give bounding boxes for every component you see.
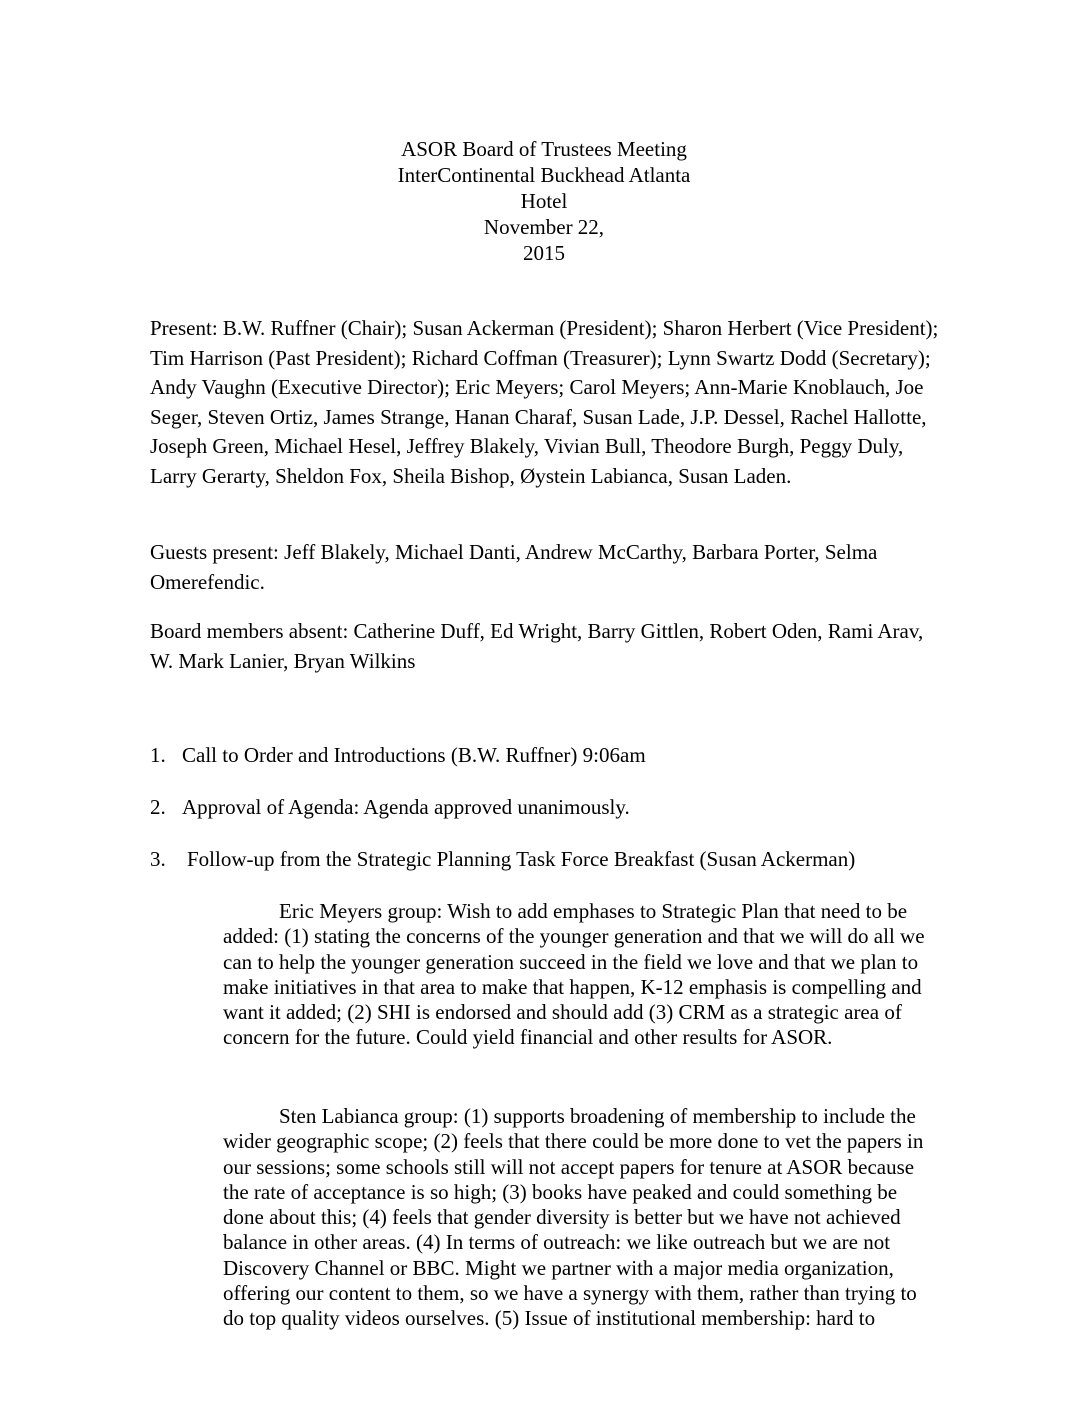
eric-meyers-group-text: Eric Meyers group: Wish to add emphases to Strategic Plan that need to be added: (1) stating the concerns of the younger generation and that we will do all we can to help the younger generation succeed in the field we love and that we plan to make initiatives in that area to make that happen, K-12 emphasis is compelling and want it added; (2) SHI is endorsed and should add (3) CRM as a strategic area of concern for the future. Could yield financial and other results for ASOR. — [223, 899, 925, 1050]
agenda-item-number: 2. — [150, 795, 166, 819]
sten-labianca-group-text: Sten Labianca group: (1) supports broadening of membership to include the wider geographic scope; (2) feels that there could be more done to vet the papers in our sessions; some schools still will not accept papers for tenure at ASOR because the rate of acceptance is so high; (3) books have peaked and could something be done about this; (4) feels that gender diversity is better but we have not achieved balance in other areas. (4) In terms of outreach: we like outreach but we are not Discovery Channel or BBC. Might we partner with a major media organization, offering our content to them, so we have a synergy with them, rather than trying to do top quality videos ourselves. (5) Issue of institutional membership: hard to — [223, 1104, 924, 1331]
date-line-1: November 22, — [483, 215, 605, 239]
agenda-item-text: Approval of Agenda: Agenda approved unanimously. — [182, 795, 630, 819]
date-line-2: 2015 — [523, 241, 565, 265]
absent-paragraph: Board members absent: Catherine Duff, Ed Wright, Barry Gittlen, Robert Oden, Rami Arav, W. Mark Lanier, Bryan Wilkins — [150, 619, 924, 673]
agenda-item — [150, 793, 950, 822]
venue-line-1: InterContinental Buckhead Atlanta — [397, 163, 691, 187]
agenda-item — [150, 845, 950, 874]
eric-meyers-group-notes — [223, 899, 941, 1051]
guests-paragraph: Guests present: Jeff Blakely, Michael Danti, Andrew McCarthy, Barbara Porter, Selma Omerefendic. — [150, 540, 878, 594]
venue-line-2: Hotel — [520, 189, 568, 213]
agenda-item-number: 3. — [150, 847, 166, 871]
agenda-item-text: Follow-up from the Strategic Planning Task Force Breakfast (Susan Ackerman) — [187, 847, 856, 871]
sten-labianca-group-notes — [223, 1104, 941, 1332]
agenda-item-number: 1. — [150, 743, 166, 767]
meeting-title: ASOR Board of Trustees Meeting — [401, 137, 687, 161]
agenda-item — [150, 741, 950, 770]
present-paragraph: Present: B.W. Ruffner (Chair); Susan Ackerman (President); Sharon Herbert (Vice President); Tim Harrison (Past President); Richard Coffman (Treasurer); Lynn Swartz Dodd (Secretary); Andy Vaughn (Executive Director); Eric Meyers; Carol Meyers; Ann-Marie Knoblauch, Joe Seger, Steven Ortiz, James Strange, Hanan Charaf, Susan Lade, J.P. Dessel, Rachel Hallotte, Joseph Green, Michael Hesel, Jeffrey Blakely, Vivian Bull, Theodore Burgh, Peggy Duly, Larry Gerarty, Sheldon Fox, Sheila Bishop, Øystein Labianca, Susan Laden. — [150, 316, 939, 488]
agenda-item-text: Call to Order and Introductions (B.W. Ruffner) 9:06am — [182, 743, 646, 767]
document-header — [0, 136, 1088, 266]
